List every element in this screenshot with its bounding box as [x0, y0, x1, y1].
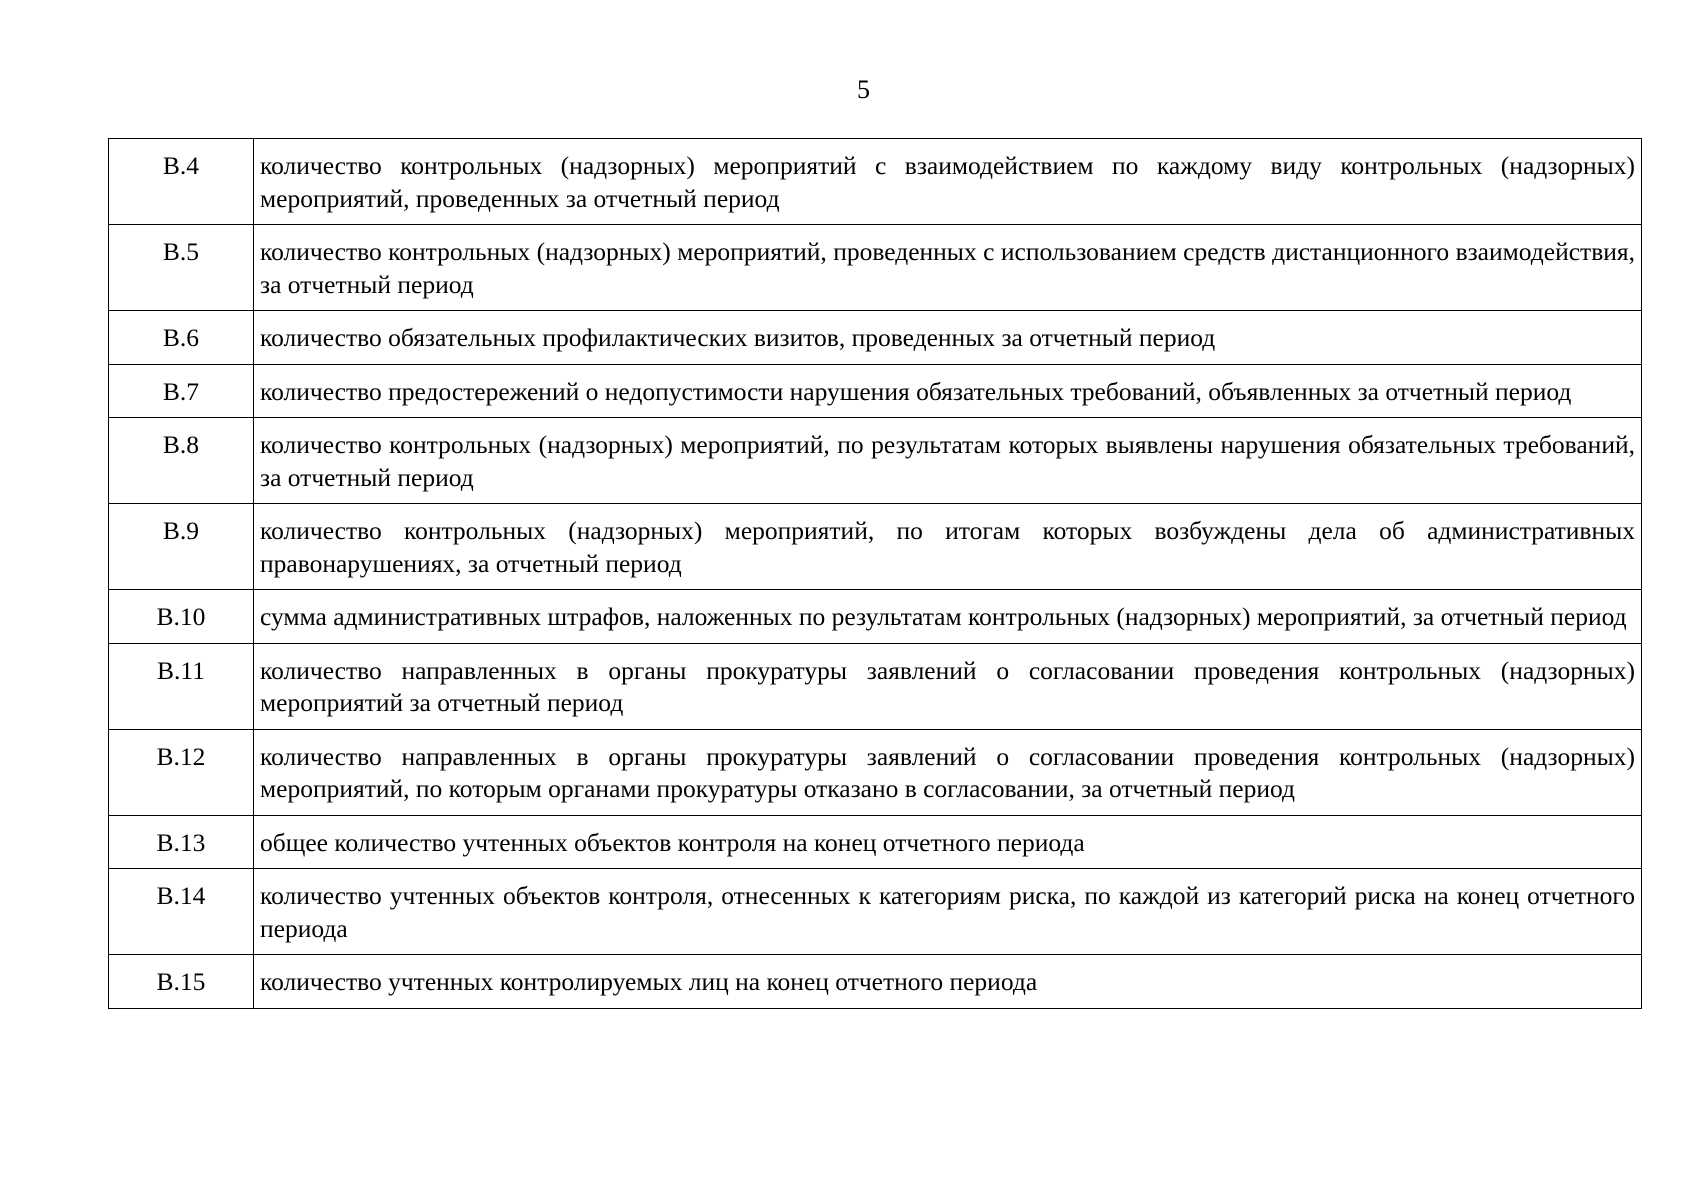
indicator-description: количество контрольных (надзорных) мероприятий, по итогам которых возбуждены дела об административных правонарушениях, за отчетный период — [254, 504, 1642, 590]
indicator-code: В.7 — [109, 364, 254, 418]
indicator-description: количество контрольных (надзорных) мероприятий, по результатам которых выявлены нарушения обязательных требований, за отчетный период — [254, 418, 1642, 504]
indicators-table — [108, 138, 1642, 1009]
indicator-description: сумма административных штрафов, наложенных по результатам контрольных (надзорных) мероприятий, за отчетный период — [254, 590, 1642, 644]
indicator-description: количество направленных в органы прокуратуры заявлений о согласовании проведения контрольных (надзорных) мероприятий, по которым органами прокуратуры отказано в согласовании, за отчетный период — [254, 729, 1642, 815]
indicator-code: В.12 — [109, 729, 254, 815]
table-row — [109, 590, 1642, 644]
indicator-code: В.14 — [109, 869, 254, 955]
indicator-description: количество учтенных контролируемых лиц на конец отчетного периода — [254, 955, 1642, 1009]
table-row — [109, 504, 1642, 590]
table-row — [109, 815, 1642, 869]
indicator-code: В.5 — [109, 225, 254, 311]
indicator-code: В.15 — [109, 955, 254, 1009]
indicator-description: общее количество учтенных объектов контроля на конец отчетного периода — [254, 815, 1642, 869]
table-row — [109, 139, 1642, 225]
table-row — [109, 955, 1642, 1009]
indicator-description: количество обязательных профилактических визитов, проведенных за отчетный период — [254, 311, 1642, 365]
indicator-code: В.4 — [109, 139, 254, 225]
indicator-description: количество направленных в органы прокуратуры заявлений о согласовании проведения контрольных (надзорных) мероприятий за отчетный период — [254, 643, 1642, 729]
indicator-code: В.10 — [109, 590, 254, 644]
table-row — [109, 225, 1642, 311]
indicator-code: В.8 — [109, 418, 254, 504]
table-row — [109, 729, 1642, 815]
table-row — [109, 643, 1642, 729]
table-row — [109, 311, 1642, 365]
indicator-description: количество контрольных (надзорных) мероприятий с взаимодействием по каждому виду контрольных (надзорных) мероприятий, проведенных за отчетный период — [254, 139, 1642, 225]
table-row — [109, 418, 1642, 504]
page-number: 5 — [857, 75, 870, 104]
table-row — [109, 364, 1642, 418]
indicator-description: количество учтенных объектов контроля, отнесенных к категориям риска, по каждой из категорий риска на конец отчетного периода — [254, 869, 1642, 955]
indicator-code: В.9 — [109, 504, 254, 590]
indicator-code: В.11 — [109, 643, 254, 729]
indicator-description: количество предостережений о недопустимости нарушения обязательных требований, объявленных за отчетный период — [254, 364, 1642, 418]
indicator-description: количество контрольных (надзорных) мероприятий, проведенных с использованием средств дистанционного взаимодействия, за отчетный период — [254, 225, 1642, 311]
indicator-code: В.6 — [109, 311, 254, 365]
indicator-code: В.13 — [109, 815, 254, 869]
table-row — [109, 869, 1642, 955]
